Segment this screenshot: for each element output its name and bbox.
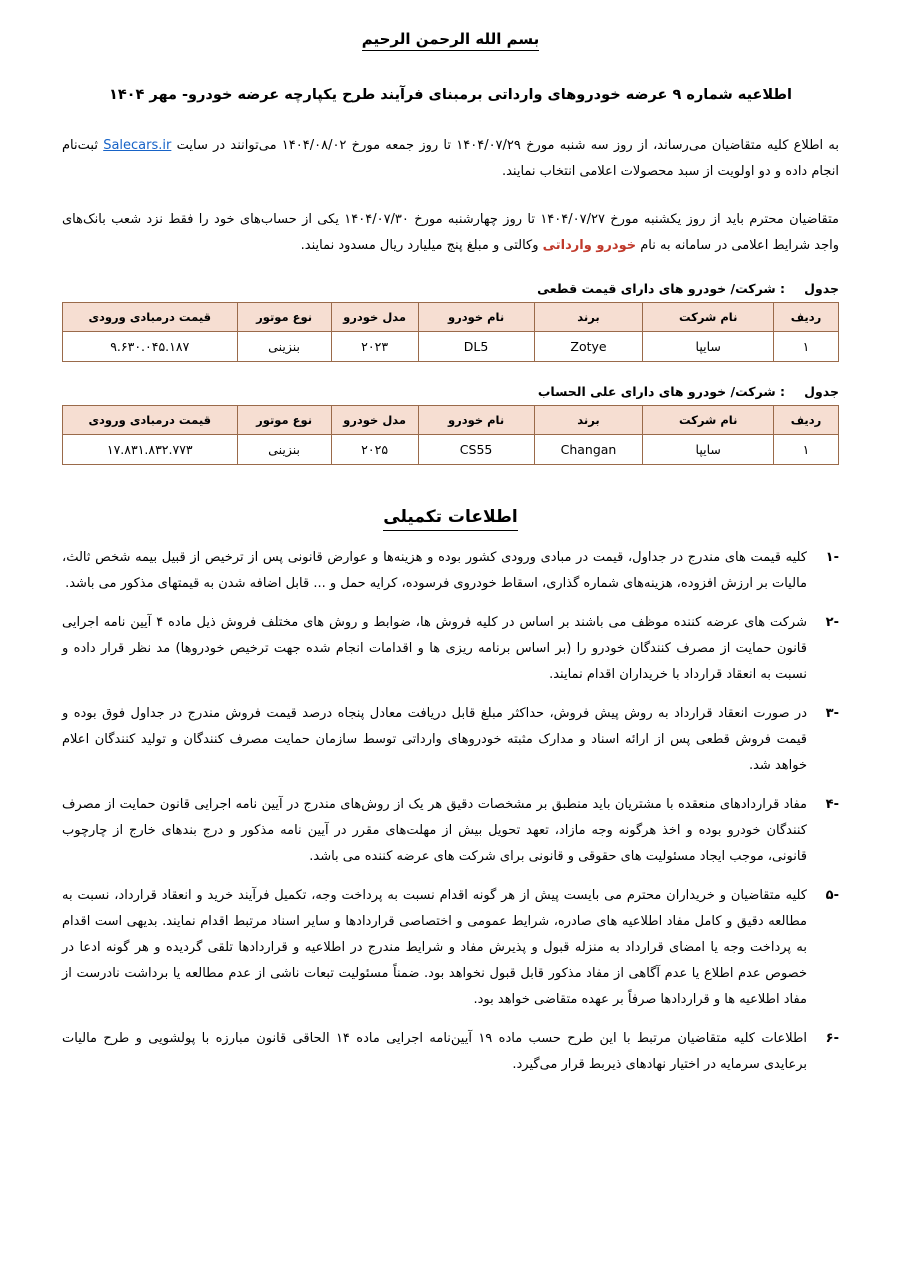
cell-company-name: سایپا xyxy=(643,435,774,465)
cell-brand: Changan xyxy=(534,435,643,465)
list-item-text: مفاد قراردادهای منعقده با مشتریان باید منطبق بر مشخصات دقیق هر یک از روش‌های مندرج در آیین نامه اجرایی قانون حمایت از مصرف کنندگان خودرو بوده و اخذ هرگونه وجه مازاد، تعهد تحویل بیش از مهلت‌های مقرر در آیین نامه مذکور و درج بندهای خارج از چارچوب قانونی، موجب ایجاد مسئولیت های حقوقی و قانونی برای شرکت های عرضه کننده می باشد. xyxy=(62,797,807,865)
cell-entry-price: ۹.۶۳۰.۰۴۵.۱۸۷ xyxy=(63,332,238,362)
list-item-number: -۴ xyxy=(825,797,839,813)
supplementary-list xyxy=(62,545,839,1078)
list-item-number: -۳ xyxy=(825,706,839,722)
th-company-name: نام شرکت xyxy=(643,406,774,435)
table-row xyxy=(63,435,839,465)
cell-car-model: ۲۰۲۵ xyxy=(331,435,418,465)
list-item xyxy=(62,1026,839,1078)
cell-entry-price: ۱۷.۸۳۱.۸۳۲.۷۷۳ xyxy=(63,435,238,465)
th-engine-type: نوع موتور xyxy=(237,406,331,435)
intro-paragraph-2 xyxy=(62,207,839,259)
intro-text-after: ثبت‌نام انجام داده و دو اولویت از سبد محصولات اعلامی انتخاب نمایند. xyxy=(62,138,839,180)
page-title: اطلاعیه شماره ۹ عرضه خودروهای وارداتی برمبنای فرآیند طرح یکپارچه عرضه خودرو- مهر ۱۴۰۴ xyxy=(108,87,793,103)
list-item-text: اطلاعات کلیه متقاضیان مرتبط با این طرح حسب ماده ۱۹ آیین‌نامه اجرایی ماده ۱۴ الحاقی قانون مبارزه با پولشویی و طرح مالیات برعایدی سرمایه در اختیار نهادهای ذیربط قرار می‌گیرد. xyxy=(62,1031,807,1073)
provisional-price-table xyxy=(62,405,839,465)
salecars-link[interactable]: Salecars.ir xyxy=(103,138,172,154)
bismillah-text: بسم الله الرحمن الرحیم xyxy=(362,30,540,51)
th-car-model: مدل خودرو xyxy=(331,303,418,332)
th-engine-type: نوع موتور xyxy=(237,303,331,332)
th-row-number: ردیف xyxy=(774,303,839,332)
supplementary-title-text: اطلاعات تکمیلی xyxy=(383,507,518,531)
list-item-number: -۶ xyxy=(825,1031,839,1047)
th-company-name: نام شرکت xyxy=(643,303,774,332)
th-brand: برند xyxy=(534,303,643,332)
th-brand: برند xyxy=(534,406,643,435)
imported-car-highlight: خودرو وارداتی xyxy=(542,238,637,254)
table-caption-2-text: : شرکت/ خودرو های دارای علی الحساب xyxy=(537,384,785,400)
th-car-name: نام خودرو xyxy=(418,406,534,435)
intro-text-before: به اطلاع کلیه متقاضیان می‌رساند، از روز سه شنبه مورخ ۱۴۰۴/۰۷/۲۹ تا روز جمعه مورخ ۱۴۰۴/۰۸/۰۲ می‌توانند در سایت xyxy=(171,138,839,154)
th-car-name: نام خودرو xyxy=(418,303,534,332)
intro2-text-part2: وکالتی و مبلغ پنج میلیارد ریال مسدود نمایند. xyxy=(300,238,543,254)
cell-engine-type: بنزینی xyxy=(237,435,331,465)
table-caption-1 xyxy=(62,281,839,296)
list-item-text: در صورت انعقاد قرارداد به روش پیش فروش، حداکثر مبلغ قابل دریافت معادل پنجاه درصد قیمت فروش مندرج در جداول فوق بوده و قیمت فروش قطعی پس از ارائه اسناد و مدارک مثبته خودروهای وارداتی توسط سازمان حمایت مصرف کنندگان و تولید کنندگان اعلام خواهد شد. xyxy=(62,706,807,774)
list-item xyxy=(62,610,839,688)
cell-row-number: ۱ xyxy=(774,435,839,465)
list-item xyxy=(62,792,839,870)
intro2-text-part1: متقاضیان محترم باید از روز یکشنبه مورخ ۱۴۰۴/۰۷/۲۷ تا روز چهارشنبه مورخ ۱۴۰۴/۰۷/۳۰ یکی از حساب‌های خود را فقط نزد شعب بانک‌های واجد شرایط اعلامی در سامانه به نام xyxy=(62,212,840,254)
intro-paragraph-1 xyxy=(62,133,839,185)
table-header-row xyxy=(63,406,839,435)
table-row xyxy=(63,332,839,362)
cell-car-name: DL5 xyxy=(418,332,534,362)
cell-car-model: ۲۰۲۳ xyxy=(331,332,418,362)
table-caption-2-label: جدول xyxy=(804,384,839,400)
th-car-model: مدل خودرو xyxy=(331,406,418,435)
list-item xyxy=(62,883,839,1013)
table-header-row xyxy=(63,303,839,332)
table-caption-1-label: جدول xyxy=(804,281,839,297)
list-item-text: کلیه قیمت های مندرج در جداول، قیمت در مبادی ورودی کشور بوده و هزینه‌ها و عوارض قانونی پس از ترخیص از قبیل بیمه شخص ثالث، مالیات بر ارزش افزوده، هزینه‌های شماره گذاری، اسقاط خودروی فرسوده، کرایه حمل و ... قابل اضافه شدن به قیمتهای مذکور می باشد. xyxy=(62,550,807,592)
th-entry-price: قیمت درمبادی ورودی xyxy=(63,303,238,332)
list-item-text: شرکت های عرضه کننده موظف می باشند بر اساس در کلیه فروش ها، ضوابط و روش های مختلف فروش ذیل ماده ۴ آیین نامه اجرایی قانون حمایت از مصرف کنندگان خودرو را (بر اساس برنامه ریزی ها و اقدامات انجام شده جهت ترخیص خودروها) مد نظر قرار داده و نسبت به انعقاد قرارداد با خریداران اقدام نمایند. xyxy=(62,615,807,683)
bismillah-heading xyxy=(62,30,839,48)
list-item-number: -۵ xyxy=(825,888,839,904)
definitive-price-table xyxy=(62,302,839,362)
supplementary-title xyxy=(62,507,839,527)
list-item-text: کلیه متقاضیان و خریداران محترم می بایست پیش از هر گونه اقدام نسبت به پرداخت وجه، تکمیل فرآیند خرید و انعقاد قرارداد، نسبت به مطالعه دقیق و کامل مفاد اطلاعیه های صادره، شرایط عمومی و اختصاصی قراردادها و سایر اسناد مرتبط اقدام نمایند. بدیهی است اقدام به پرداخت وجه یا امضای قرارداد به منزله قبول و پذیرش مفاد و شرایط مندرج در اطلاعیه و قراردادها تلقی گردیده و هر گونه ادعا در خصوص عدم اطلاع یا عدم آگاهی از مفاد مذکور قابل قبول نخواهد بود. ضمناً مسئولیت تبعات ناشی از عدم مطالعه یا برداشت نادرست از مفاد اطلاعیه ها و قراردادها صرفاً بر عهده متقاضی خواهد بود. xyxy=(62,888,807,1008)
cell-company-name: سایپا xyxy=(643,332,774,362)
list-item xyxy=(62,545,839,597)
list-item xyxy=(62,701,839,779)
cell-car-name: CS55 xyxy=(418,435,534,465)
list-item-number: -۱ xyxy=(825,550,839,566)
th-entry-price: قیمت درمبادی ورودی xyxy=(63,406,238,435)
table-caption-1-text: : شرکت/ خودرو های دارای قیمت قطعی xyxy=(537,281,785,297)
cell-brand: Zotye xyxy=(534,332,643,362)
cell-engine-type: بنزینی xyxy=(237,332,331,362)
table-caption-2 xyxy=(62,384,839,399)
list-item-number: -۲ xyxy=(825,615,839,631)
cell-row-number: ۱ xyxy=(774,332,839,362)
th-row-number: ردیف xyxy=(774,406,839,435)
